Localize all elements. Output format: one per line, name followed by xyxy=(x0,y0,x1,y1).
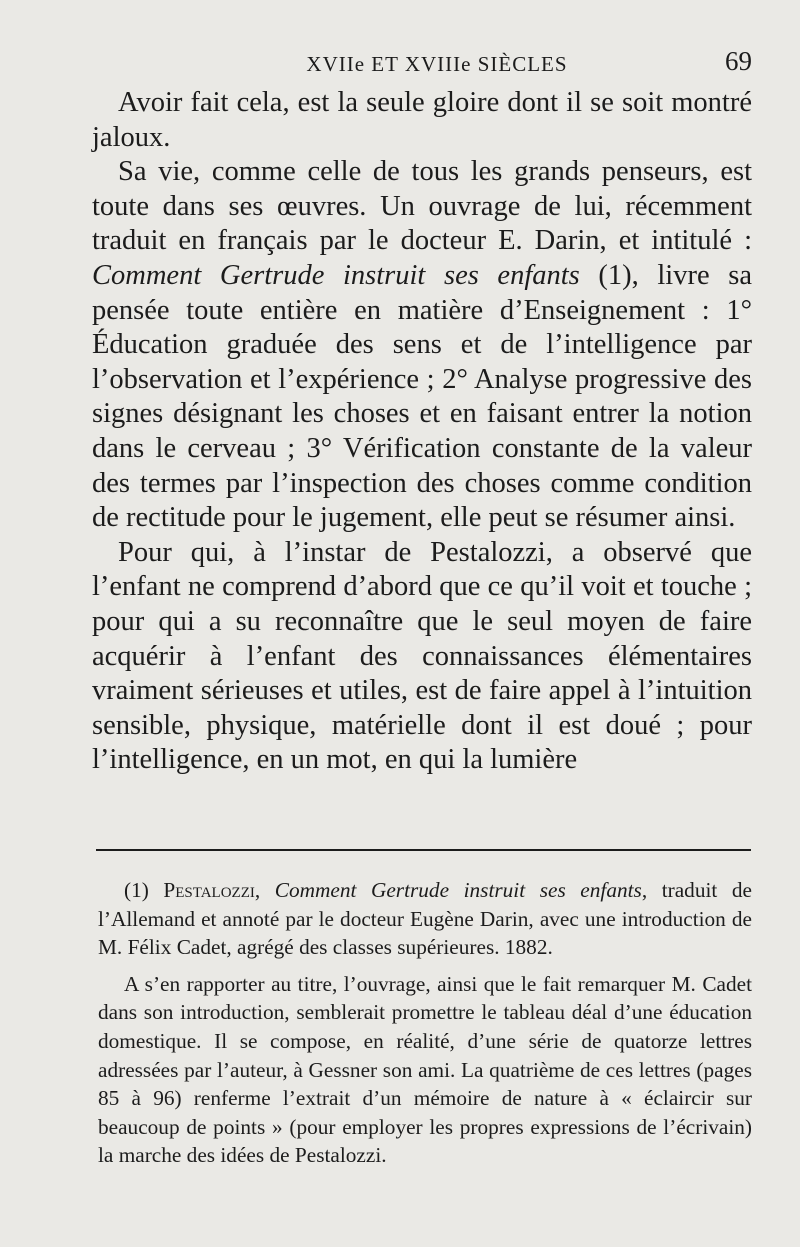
book-title-italic: Comment Gertrude instruit ses enfants xyxy=(92,259,580,291)
footnotes xyxy=(98,876,752,1170)
footnote-1-sep: , xyxy=(254,878,275,902)
paragraph-2 xyxy=(92,155,752,536)
footnote-1-title: Comment Gertrude instruit ses enfants xyxy=(274,878,642,902)
page-header xyxy=(92,46,752,80)
footnote-1 xyxy=(98,876,752,962)
paragraph-2-text-b: (1), livre sa pensée toute entière en matière d’Enseignement : 1° Éducation graduée des sens et de l’intelligence par l’observation et l’expérience ; 2° Analyse progressive des signes désignant les choses et en faisant entrer la notion dans le cerveau ; 3° Vérification constante de la valeur des termes par l’inspection des choses comme condition de rectitude pour le jugement, elle peut se résumer ainsi. xyxy=(92,259,752,534)
running-title: XVIIe ET XVIIIe SIÈCLES xyxy=(306,52,568,76)
body-text xyxy=(92,86,752,778)
footnote-2: A s’en rapporter au titre, l’ouvrage, ainsi que le fait remarquer M. Cadet dans son introduction, semblerait promettre le tableau déal d’une éducation domestique. Il se compose, en réalité, d’une série de quatorze lettres adressées par l’auteur, à Gessner son ami. La quatrième de ces lettres (pages 85 à 96) renferme l’extrait d’un mémoire de nature à « éclaircir sur beaucoup de points » (pour employer les propres expressions de l’écrivain) la marche des idées de Pestalozzi. xyxy=(98,971,752,1168)
paragraph-1: Avoir fait cela, est la seule gloire dont il se soit montré jaloux. xyxy=(92,87,752,153)
footnote-1-rest: , traduit de l’Allemand et annoté par le docteur Eugène Darin, avec une introduction de M. Félix Cadet, agrégé des classes supérieures. 1882. xyxy=(98,878,752,960)
paragraph-3: Pour qui, à l’instar de Pestalozzi, a observé que l’enfant ne comprend d’abord que ce qu’il voit et touche ; pour qui a su reconnaître que le seul moyen de faire acquérir à l’enfant des connaissances élémentaires vraiment sérieuses et utiles, est de faire appel à l’intuition sensible, physique, matérielle dont il est doué ; pour l’intelligence, en un mot, en qui la lumière xyxy=(92,536,752,776)
footnote-1-author: Pestalozzi xyxy=(163,878,255,902)
footnote-1-marker: (1) xyxy=(124,878,164,902)
paragraph-2-text-a: Sa vie, comme celle de tous les grands penseurs, est toute dans ses œuvres. Un ouvrage de lui, récemment traduit en français par le docteur E. Darin, et intitulé : xyxy=(92,156,752,257)
footnote-rule xyxy=(96,849,751,851)
page-number: 69 xyxy=(725,46,752,76)
